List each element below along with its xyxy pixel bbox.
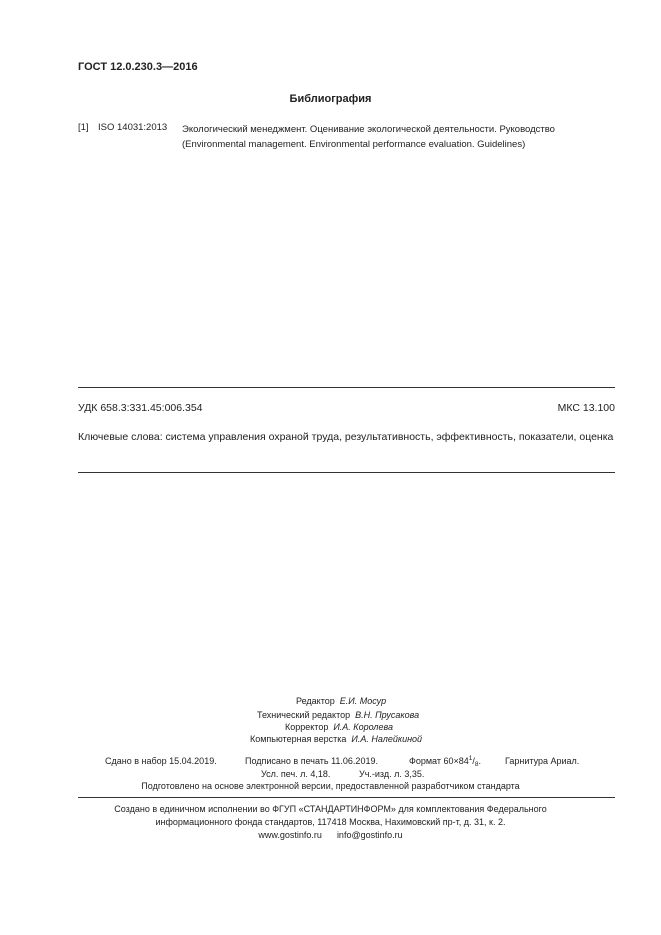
format-denominator: 8 (474, 761, 479, 768)
typeface-info: Гарнитура Ариал. (505, 756, 580, 766)
staff-name: И.А. Налейкиной (351, 734, 423, 744)
staff-name: И.А. Королева (333, 722, 393, 732)
footer-contacts (0, 830, 661, 840)
format-info (409, 756, 481, 766)
format-numerator: 1 (468, 755, 473, 762)
reference-line-1: Экологический менеджмент. Оценивание экологической деятельности. Руководство (182, 124, 555, 135)
keywords: Ключевые слова: система управления охраной труда, результативность, эффективность, показатели, оценка (78, 431, 614, 443)
standard-number: ГОСТ 12.0.230.3—2016 (78, 61, 198, 73)
format-suffix: . (478, 756, 482, 766)
reference-number: [1] (78, 122, 89, 133)
staff-name: В.Н. Прусакова (355, 710, 420, 720)
submitted-date: Сдано в набор 15.04.2019. (105, 756, 217, 766)
divider-middle (78, 472, 615, 473)
format-slash: / (472, 756, 475, 766)
udk-code: УДК 658.3:331.45:006.354 (78, 402, 203, 414)
staff-role: Редактор (296, 696, 335, 706)
format-prefix: Формат 60×84 (409, 756, 469, 766)
website-link[interactable]: www.gostinfo.ru (258, 830, 322, 840)
bibliography-title: Библиография (289, 93, 372, 105)
footer-line-2: информационного фонда стандартов, 117418 Москва, Нахимовский пр-т, д. 31, к. 2. (155, 817, 506, 827)
staff-role: Компьютерная верстка (250, 734, 347, 744)
staff-role: Технический редактор (257, 710, 351, 720)
reference-line-2: (Environmental management. Environmental performance evaluation. Guidelines) (182, 139, 526, 150)
staff-name: Е.И. Мосур (339, 696, 387, 706)
staff-proofreader (285, 722, 393, 732)
staff-tech-editor (257, 710, 419, 720)
edition-sheets: Уч.-изд. л. 3,35. (359, 769, 425, 779)
staff-role: Корректор (285, 722, 329, 732)
print-sheets: Усл. печ. л. 4,18. (261, 769, 331, 779)
divider-top (78, 387, 615, 388)
staff-editor (296, 696, 386, 706)
signed-date: Подписано в печать 11.06.2019. (245, 756, 378, 766)
mks-code: МКС 13.100 (557, 402, 615, 414)
divider-bottom (78, 797, 615, 798)
footer-line-1: Создано в единичном исполнении во ФГУП «СТАНДАРТИНФОРМ» для комплектования Федерального (114, 804, 547, 814)
reference-text (182, 122, 555, 152)
email-link[interactable]: info@gostinfo.ru (336, 830, 403, 840)
reference-code: ISO 14031:2013 (98, 122, 168, 133)
prepared-note: Подготовлено на основе электронной версии, предоставленной разработчиком стандарта (141, 781, 520, 791)
staff-layout (250, 734, 422, 744)
